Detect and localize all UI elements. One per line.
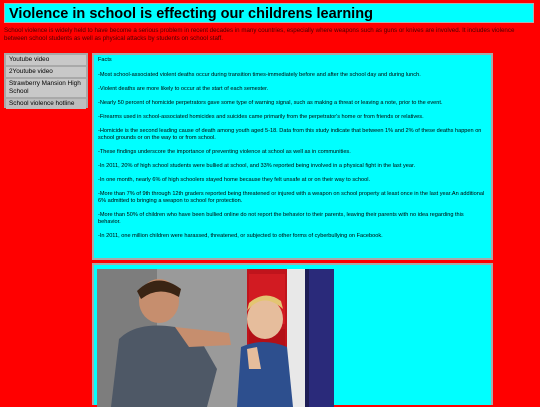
nav-panel — [4, 53, 88, 108]
facts-panel — [92, 53, 493, 260]
fact-item: -Nearly 50 percent of homicide perpetrators gave some type of warning signal, such as making a threat or leaving a note, prior to the event. — [98, 100, 443, 106]
bullying-photo — [97, 269, 334, 407]
fact-item: -These findings underscore the importance of preventing violence at school as well as in communities. — [98, 149, 351, 155]
fact-item: -In one month, nearly 6% of high schoolers stayed home because they felt unsafe at or on their way to school. — [98, 177, 371, 183]
nav-item-youtube-video-2[interactable]: 2Youtube video — [6, 67, 86, 77]
fact-item: -More than 7% of 9th through 12th graders reported being threatened or injured with a weapon on school property at least once in the last year.An additional 6% admitted to bringing a weapon to school for protection. — [98, 191, 485, 204]
intro-text: School violence is widely held to have become a serious problem in recent decades in many countries, especially where weapons such as guns or knives are involved. It includes violence between school students as well as physical attacks by students on school staff. — [4, 27, 515, 42]
fact-item: -Homicide is the second leading cause of death among youth aged 5-18. Data from this study indicate that between 1% and 2% of these deaths happen on school grounds or on the way to or from school. — [98, 128, 482, 141]
nav-item-hotline[interactable]: School violence hotline — [6, 99, 86, 109]
fact-item: -Most school-associated violent deaths occur during transition times-immediately before and after the school day and during lunch. — [98, 72, 421, 78]
fact-item: -More than 50% of children who have been bullied online do not report the behavior to their parents, leaving their parents with no idea regarding this behavior. — [98, 212, 464, 225]
fact-item: -In 2011, one million children were harassed, threatened, or subjected to other forms of cyberbullying on Facebook. — [98, 233, 383, 239]
photo-panel — [92, 263, 493, 405]
fact-item: -Violent deaths are more likely to occur at the start of each semester. — [98, 86, 269, 92]
facts-heading: Facts — [98, 57, 112, 63]
fact-item: -Firearms used in school-associated homicides and suicides came primarily from the perpetrator's home or from friends or relatives. — [98, 114, 424, 120]
nav-item-strawberry-mansion[interactable]: Strawberry Mansion High School — [6, 79, 86, 97]
bullying-photo-illustration — [97, 269, 334, 407]
nav-item-youtube-video[interactable]: Youtube video — [6, 55, 86, 65]
title-box — [4, 3, 534, 23]
page-title: Violence in school is effecting our childrens learning — [9, 6, 373, 22]
fact-item: -In 2011, 20% of high school students were bullied at school, and 33% reported being involved in a physical fight in the last year. — [98, 163, 416, 169]
